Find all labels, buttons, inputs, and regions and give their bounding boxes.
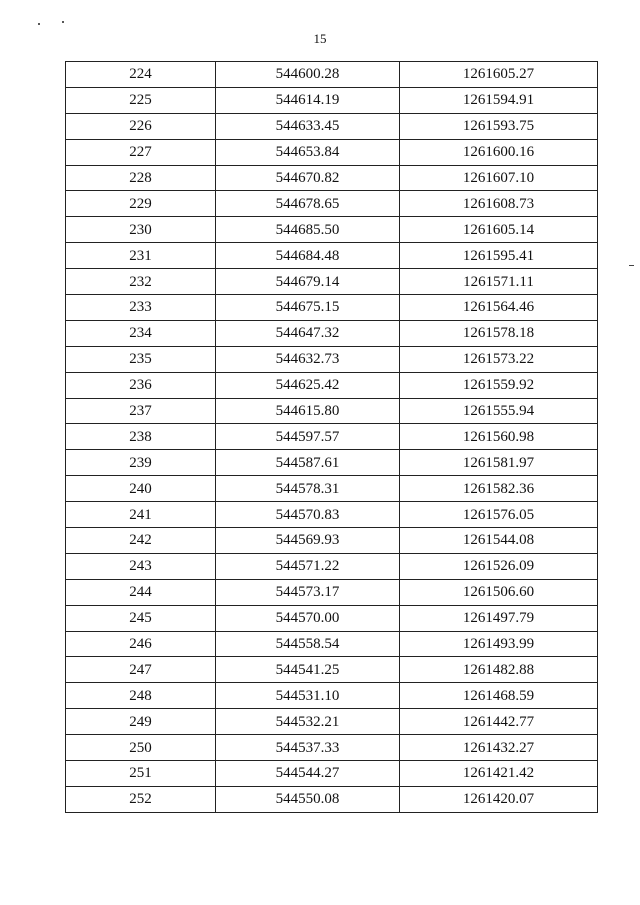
y-coordinate-cell: 1261468.59 bbox=[400, 683, 598, 709]
point-number-cell: 231 bbox=[66, 243, 216, 269]
point-number-cell: 244 bbox=[66, 579, 216, 605]
y-coordinate-cell: 1261506.60 bbox=[400, 579, 598, 605]
y-coordinate-cell: 1261493.99 bbox=[400, 631, 598, 657]
point-number-cell: 248 bbox=[66, 683, 216, 709]
y-coordinate-cell: 1261582.36 bbox=[400, 476, 598, 502]
point-number-cell: 246 bbox=[66, 631, 216, 657]
x-coordinate-cell: 544550.08 bbox=[216, 786, 400, 812]
y-coordinate-cell: 1261420.07 bbox=[400, 786, 598, 812]
x-coordinate-cell: 544578.31 bbox=[216, 476, 400, 502]
coordinates-table-body bbox=[66, 62, 598, 813]
point-number-cell: 240 bbox=[66, 476, 216, 502]
y-coordinate-cell: 1261497.79 bbox=[400, 605, 598, 631]
y-coordinate-cell: 1261442.77 bbox=[400, 709, 598, 735]
table-row bbox=[66, 605, 598, 631]
point-number-cell: 236 bbox=[66, 372, 216, 398]
table-row bbox=[66, 372, 598, 398]
table-row bbox=[66, 87, 598, 113]
x-coordinate-cell: 544558.54 bbox=[216, 631, 400, 657]
table-row bbox=[66, 424, 598, 450]
x-coordinate-cell: 544537.33 bbox=[216, 735, 400, 761]
point-number-cell: 242 bbox=[66, 528, 216, 554]
table-row bbox=[66, 269, 598, 295]
x-coordinate-cell: 544532.21 bbox=[216, 709, 400, 735]
table-row bbox=[66, 553, 598, 579]
x-coordinate-cell: 544614.19 bbox=[216, 87, 400, 113]
point-number-cell: 226 bbox=[66, 113, 216, 139]
point-number-cell: 234 bbox=[66, 320, 216, 346]
point-number-cell: 229 bbox=[66, 191, 216, 217]
point-number-cell: 232 bbox=[66, 269, 216, 295]
y-coordinate-cell: 1261576.05 bbox=[400, 502, 598, 528]
y-coordinate-cell: 1261482.88 bbox=[400, 657, 598, 683]
y-coordinate-cell: 1261605.14 bbox=[400, 217, 598, 243]
y-coordinate-cell: 1261578.18 bbox=[400, 320, 598, 346]
y-coordinate-cell: 1261593.75 bbox=[400, 113, 598, 139]
x-coordinate-cell: 544597.57 bbox=[216, 424, 400, 450]
x-coordinate-cell: 544541.25 bbox=[216, 657, 400, 683]
y-coordinate-cell: 1261560.98 bbox=[400, 424, 598, 450]
y-coordinate-cell: 1261608.73 bbox=[400, 191, 598, 217]
x-coordinate-cell: 544684.48 bbox=[216, 243, 400, 269]
x-coordinate-cell: 544569.93 bbox=[216, 528, 400, 554]
point-number-cell: 249 bbox=[66, 709, 216, 735]
point-number-cell: 225 bbox=[66, 87, 216, 113]
y-coordinate-cell: 1261581.97 bbox=[400, 450, 598, 476]
y-coordinate-cell: 1261605.27 bbox=[400, 62, 598, 88]
x-coordinate-cell: 544600.28 bbox=[216, 62, 400, 88]
point-number-cell: 238 bbox=[66, 424, 216, 450]
table-row bbox=[66, 579, 598, 605]
y-coordinate-cell: 1261564.46 bbox=[400, 295, 598, 321]
table-row bbox=[66, 217, 598, 243]
scan-margin-mark bbox=[629, 265, 634, 266]
table-row bbox=[66, 191, 598, 217]
table-row bbox=[66, 476, 598, 502]
point-number-cell: 250 bbox=[66, 735, 216, 761]
y-coordinate-cell: 1261555.94 bbox=[400, 398, 598, 424]
table-row bbox=[66, 502, 598, 528]
x-coordinate-cell: 544670.82 bbox=[216, 165, 400, 191]
point-number-cell: 235 bbox=[66, 346, 216, 372]
table-row bbox=[66, 346, 598, 372]
x-coordinate-cell: 544544.27 bbox=[216, 761, 400, 787]
y-coordinate-cell: 1261544.08 bbox=[400, 528, 598, 554]
table-row bbox=[66, 295, 598, 321]
y-coordinate-cell: 1261594.91 bbox=[400, 87, 598, 113]
point-number-cell: 243 bbox=[66, 553, 216, 579]
point-number-cell: 245 bbox=[66, 605, 216, 631]
x-coordinate-cell: 544615.80 bbox=[216, 398, 400, 424]
x-coordinate-cell: 544531.10 bbox=[216, 683, 400, 709]
table-row bbox=[66, 450, 598, 476]
table-row bbox=[66, 528, 598, 554]
table-row bbox=[66, 62, 598, 88]
x-coordinate-cell: 544573.17 bbox=[216, 579, 400, 605]
y-coordinate-cell: 1261432.27 bbox=[400, 735, 598, 761]
x-coordinate-cell: 544675.15 bbox=[216, 295, 400, 321]
table-row bbox=[66, 113, 598, 139]
y-coordinate-cell: 1261573.22 bbox=[400, 346, 598, 372]
point-number-cell: 239 bbox=[66, 450, 216, 476]
x-coordinate-cell: 544685.50 bbox=[216, 217, 400, 243]
table-row bbox=[66, 139, 598, 165]
x-coordinate-cell: 544570.83 bbox=[216, 502, 400, 528]
x-coordinate-cell: 544587.61 bbox=[216, 450, 400, 476]
point-number-cell: 233 bbox=[66, 295, 216, 321]
y-coordinate-cell: 1261421.42 bbox=[400, 761, 598, 787]
point-number-cell: 247 bbox=[66, 657, 216, 683]
scan-speck bbox=[38, 23, 40, 25]
coordinates-table bbox=[65, 61, 598, 813]
scan-speck bbox=[62, 21, 64, 23]
x-coordinate-cell: 544653.84 bbox=[216, 139, 400, 165]
x-coordinate-cell: 544632.73 bbox=[216, 346, 400, 372]
y-coordinate-cell: 1261571.11 bbox=[400, 269, 598, 295]
table-row bbox=[66, 683, 598, 709]
table-row bbox=[66, 398, 598, 424]
point-number-cell: 224 bbox=[66, 62, 216, 88]
y-coordinate-cell: 1261607.10 bbox=[400, 165, 598, 191]
y-coordinate-cell: 1261526.09 bbox=[400, 553, 598, 579]
x-coordinate-cell: 544647.32 bbox=[216, 320, 400, 346]
x-coordinate-cell: 544570.00 bbox=[216, 605, 400, 631]
table-row bbox=[66, 786, 598, 812]
y-coordinate-cell: 1261595.41 bbox=[400, 243, 598, 269]
table-row bbox=[66, 761, 598, 787]
x-coordinate-cell: 544571.22 bbox=[216, 553, 400, 579]
x-coordinate-cell: 544633.45 bbox=[216, 113, 400, 139]
point-number-cell: 230 bbox=[66, 217, 216, 243]
table-row bbox=[66, 320, 598, 346]
point-number-cell: 227 bbox=[66, 139, 216, 165]
point-number-cell: 237 bbox=[66, 398, 216, 424]
table-row bbox=[66, 735, 598, 761]
page-number: 15 bbox=[313, 31, 327, 46]
table-row bbox=[66, 243, 598, 269]
point-number-cell: 228 bbox=[66, 165, 216, 191]
table-row bbox=[66, 631, 598, 657]
x-coordinate-cell: 544679.14 bbox=[216, 269, 400, 295]
point-number-cell: 251 bbox=[66, 761, 216, 787]
x-coordinate-cell: 544678.65 bbox=[216, 191, 400, 217]
x-coordinate-cell: 544625.42 bbox=[216, 372, 400, 398]
table-row bbox=[66, 709, 598, 735]
table-row bbox=[66, 657, 598, 683]
point-number-cell: 241 bbox=[66, 502, 216, 528]
table-row bbox=[66, 165, 598, 191]
y-coordinate-cell: 1261600.16 bbox=[400, 139, 598, 165]
y-coordinate-cell: 1261559.92 bbox=[400, 372, 598, 398]
point-number-cell: 252 bbox=[66, 786, 216, 812]
